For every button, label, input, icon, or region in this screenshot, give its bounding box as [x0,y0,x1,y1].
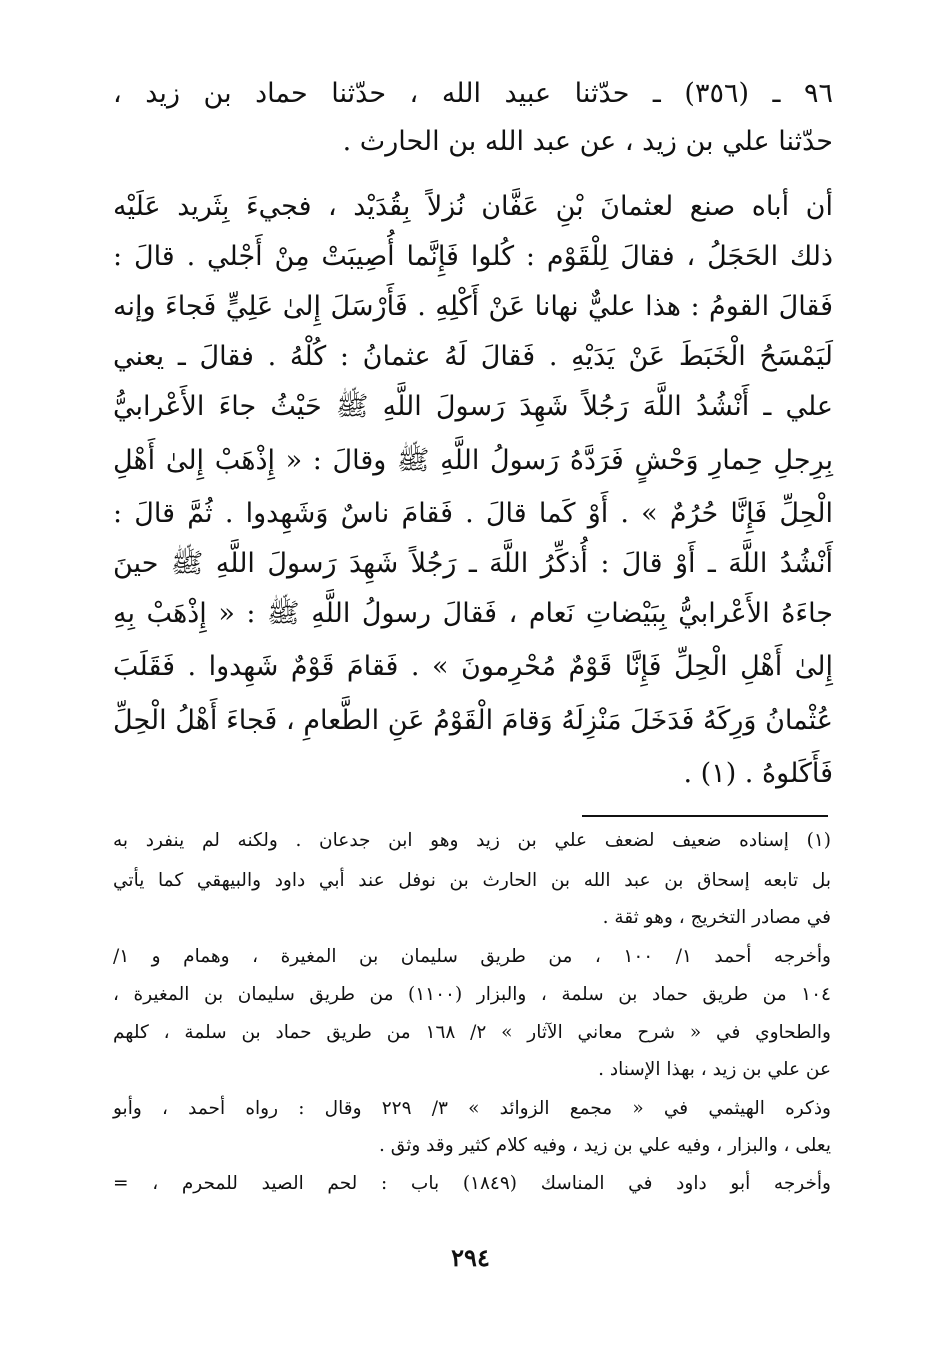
matn-line-7: الْحِلِّ فَإِنَّا حُرُمٌ » . أَوْ كَما قالَ . فَقامَ ناسٌ وَشَهِدوا . ثُمَّ قالَ : [113,498,833,529]
footnote-line-9: يعلى ، والبزار ، وفيه علي بن زيد ، وفيه كلام كثير وقد وثق . [379,1135,831,1156]
matn-line-2: ذلك الحَجَلُ ، فقالَ لِلْقَوْم : كُلوا فَإِنَّما أُصِيبَتْ مِنْ أَجْلي . قالَ : [113,241,833,272]
matn-line-5: علي ـ أَنْشُدُ اللَّهَ رَجُلاً شَهِدَ رَسولَ اللَّهِ ﷺ حَيْثُ جاءَ الأَعْرابيُّ [113,391,833,422]
matn-line-6: بِرِجلِ حِمارِ وَحْشٍ فَرَدَّهُ رَسولُ اللَّهِ ﷺ وقالَ : « إِذْهَبْ إِلىٰ أَهْلِ [113,445,833,476]
matn-line-8: أَنْشُدُ اللَّهَ ـ أَوْ قالَ : أُذكِّرُ اللَّهَ ـ رَجُلاً شَهِدَ رَسولَ اللَّهِ ﷺ حينَ [113,548,833,579]
footnote-line-2: بل تابعه إسحاق بن عبد الله بن الحارث بن نوفل عند أبي داود والبيهقي كما يأتي [113,870,831,891]
footnote-line-5: ١٠٤ من طريق حماد بن سلمة ، والبزار (١١٠٠) من طريق سليمان بن المغيرة ، [113,984,831,1005]
footnote-line-1: (١) إسناده ضعيف لضعف علي بن زيد وهو ابن جدعان . ولكنه لم ينفرد به [113,830,831,851]
matn-line-11: عُثْمانُ وَرِكَهُ فَدَخَلَ مَنْزِلَهُ وَقامَ الْقَوْمُ عَنِ الطَّعامِ ، فَجاءَ أَهْلُ الْحِلِّ [113,705,833,736]
matn-line-10: إِلىٰ أَهْلِ الْحِلِّ فَإِنَّا قَوْمٌ مُحْرِمونَ » . فَقامَ قَوْمٌ شَهِدوا . فَقَلَبَ [113,651,833,682]
isnad-line-2: حدّثنا علي بن زيد ، عن عبد الله بن الحارث . [342,126,833,157]
page-number: ٢٩٤ [451,1243,490,1272]
matn-line-9: جاءَهُ الأَعْرابيُّ بِبَيْضاتِ نَعام ، فَقالَ رسولُ اللَّهِ ﷺ : « إِذْهَبْ بِهِ [113,598,833,629]
footnote-line-7: عن علي بن زيد ، بهذا الإسناد . [598,1059,831,1080]
footnote-line-3: في مصادر التخريج ، وهو ثقة . [602,907,831,928]
matn-line-3: فَقالَ القومُ : هذا عليٌّ نهانا عَنْ أَكْلِهِ . فَأَرْسَلَ إِلىٰ عَلِيٍّ فَجاءَ وإنه [113,291,833,322]
footnote-line-8: وذكره الهيثمي في « مجمع الزوائد » ٣/ ٢٢٩ وقال : رواه أحمد ، وأبو [113,1098,831,1119]
matn-line-12: فَأَكَلوهُ . (١) . [683,758,833,789]
footnote-line-10: وأخرجه أبو داود في المناسك (١٨٤٩) باب : لحم الصيد للمحرم ، = [113,1173,831,1194]
matn-line-1: أن أباه صنع لعثمانَ بْنِ عَفَّان نُزلاً بِقُدَيْد ، فجيءَ بِثَريد عَلَيْه [113,191,833,222]
isnad-line-1: ٩٦ ـ (٣٥٦) ـ حدّثنا عبيد الله ، حدّثنا حماد بن زيد ، [113,78,834,109]
matn-line-4: لَيَمْسَحُ الْخَبَطَ عَنْ يَدَيْهِ . فَقالَ لَهُ عثمانُ : كُلْهُ . فقالَ ـ يعني [113,341,833,372]
footnote-separator [582,815,828,817]
footnote-line-6: والطحاوي في « شرح معاني الآثار » ٢/ ١٦٨ من طريق حماد بن سلمة ، كلهم [113,1022,831,1043]
footnote-line-4: وأخرجه أحمد ١/ ١٠٠ ، من طريق سليمان بن المغيرة ، وهمام و ١/ [113,946,831,967]
